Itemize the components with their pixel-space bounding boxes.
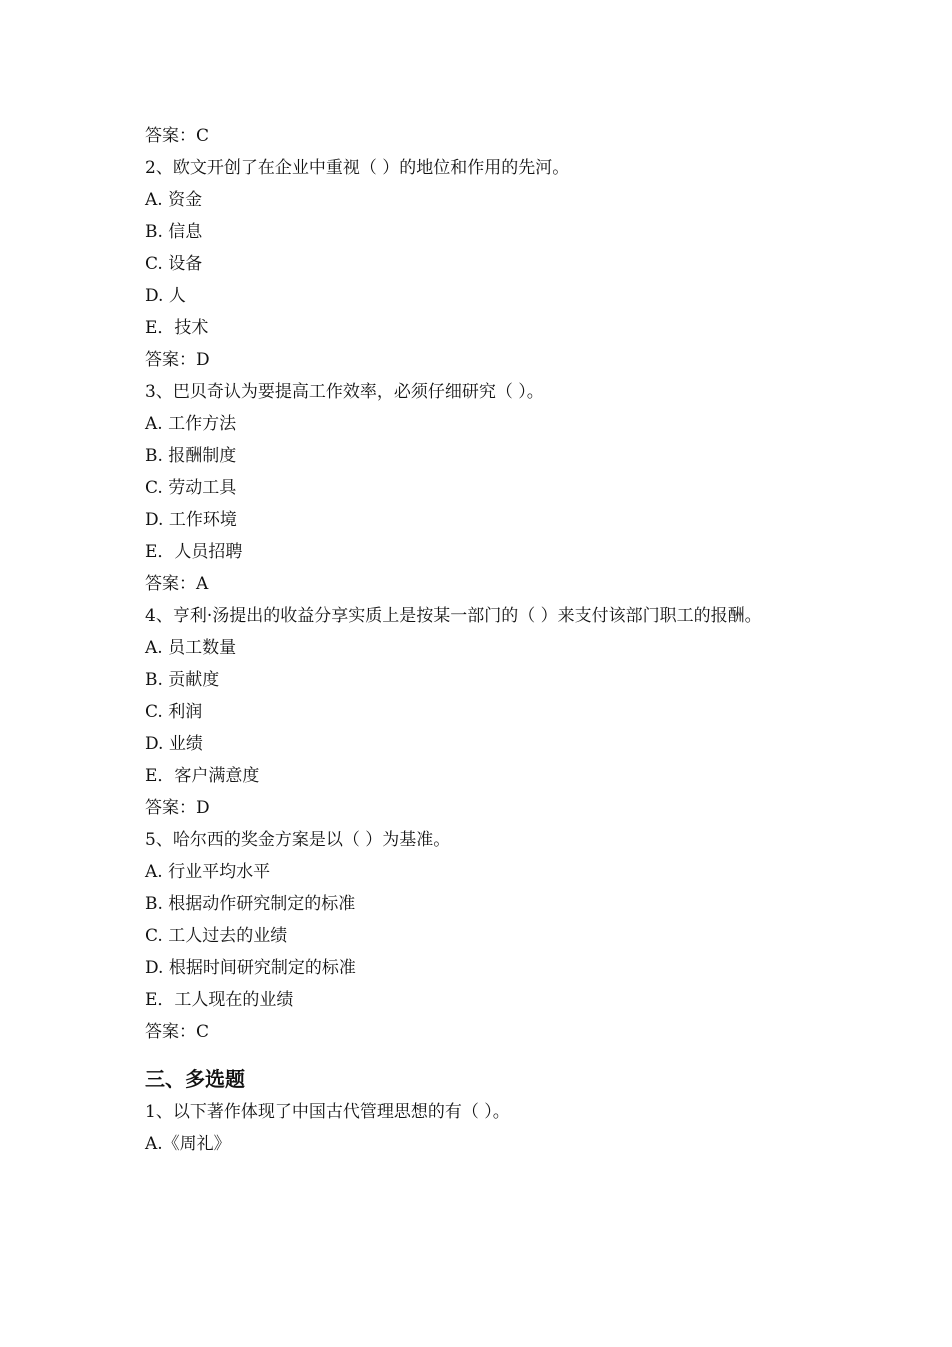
answer: 答案：C (145, 1022, 210, 1042)
option-e: E．技术 (145, 318, 209, 338)
option-d: D. 业绩 (145, 734, 203, 754)
question-stem: 4、亨利·汤提出的收益分享实质上是按某一部门的（ ）来支付该部门职工的报酬。 (145, 606, 762, 626)
multi-choice-question-1 (145, 1096, 825, 1160)
option-a: A.《周礼》 (145, 1134, 231, 1154)
option-a: A. 员工数量 (145, 638, 237, 658)
option-d: D. 人 (145, 286, 186, 306)
option-a: A. 工作方法 (145, 414, 237, 434)
option-e: E．工人现在的业绩 (145, 990, 294, 1010)
answer: 答案：D (145, 350, 210, 370)
option-e: E．客户满意度 (145, 766, 260, 786)
question-stem: 5、哈尔西的奖金方案是以（ ）为基准。 (145, 830, 451, 850)
option-c: C. 工人过去的业绩 (145, 926, 288, 946)
answer: 答案：A (145, 574, 209, 594)
option-b: B. 贡献度 (145, 670, 220, 690)
option-c: C. 利润 (145, 702, 203, 722)
question-stem: 2、欧文开创了在企业中重视（ ）的地位和作用的先河。 (145, 158, 570, 178)
option-b: B. 报酬制度 (145, 446, 237, 466)
option-a: A. 资金 (145, 190, 203, 210)
question-3 (145, 376, 825, 600)
question-2 (145, 152, 825, 376)
answer: 答案：D (145, 798, 210, 818)
question-stem: 1、以下著作体现了中国古代管理思想的有（ ）。 (145, 1102, 510, 1122)
option-e: E．人员招聘 (145, 542, 243, 562)
option-c: C. 劳动工具 (145, 478, 237, 498)
question-4 (145, 600, 825, 824)
option-b: B. 根据动作研究制定的标准 (145, 894, 356, 914)
previous-answer: 答案：C (145, 126, 210, 146)
option-d: D. 根据时间研究制定的标准 (145, 958, 356, 978)
section-heading: 三、多选题 (145, 1067, 245, 1091)
document-page (145, 120, 825, 1160)
option-d: D. 工作环境 (145, 510, 237, 530)
option-a: A. 行业平均水平 (145, 862, 271, 882)
question-stem: 3、巴贝奇认为要提高工作效率，必须仔细研究（ ）。 (145, 382, 544, 402)
option-b: B. 信息 (145, 222, 203, 242)
question-5 (145, 824, 825, 1048)
option-c: C. 设备 (145, 254, 203, 274)
